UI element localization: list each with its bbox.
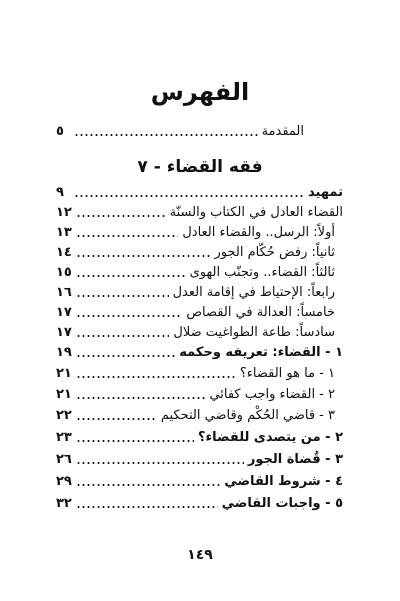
toc-row xyxy=(56,364,335,384)
dot-leader xyxy=(74,195,304,197)
toc-row xyxy=(56,472,343,492)
dot-leader xyxy=(76,397,206,399)
toc-entry-label: أولاً: الرسل.. والقضاء العادل xyxy=(182,225,335,240)
toc-entry-page: ٥ xyxy=(56,124,64,139)
toc-entry-label: القضاء العادل في الكتاب والسنّة xyxy=(169,205,343,220)
dot-leader xyxy=(76,295,169,297)
toc-row xyxy=(56,406,335,426)
toc-row xyxy=(56,450,343,470)
dot-leader xyxy=(76,315,182,317)
toc-row xyxy=(56,494,343,514)
toc-row xyxy=(56,183,343,203)
toc-row xyxy=(56,263,335,283)
toc-entry-page: ٢٢ xyxy=(56,408,72,423)
toc-entry-label: رابعاً: الإحتياط في إقامة العدل xyxy=(172,285,335,300)
toc-row xyxy=(56,283,335,303)
toc-entry-label: خامساً: العدالة في القصاص xyxy=(186,305,335,320)
toc-entry-page: ١٥ xyxy=(56,265,72,280)
toc-entry-page: ٢٩ xyxy=(56,474,72,489)
toc-entry-label: ثالثاً: القضاء.. وتجنّب الهوى xyxy=(189,265,335,280)
toc-row xyxy=(56,223,335,243)
toc-entry-page: ١٦ xyxy=(56,285,72,300)
toc-entry-label: ٤ - شروط القاضي xyxy=(224,474,343,489)
toc-entry-page: ٢١ xyxy=(56,366,72,381)
dot-leader xyxy=(76,506,218,508)
toc-entry-page: ٩ xyxy=(56,185,64,200)
toc-row xyxy=(56,203,343,223)
toc-entry-page: ١٤ xyxy=(56,245,72,260)
toc-entry-label: سادساً: طاعة الطواغيت ضلال xyxy=(173,325,335,340)
toc-intro-row xyxy=(56,122,304,142)
page-number: ١٤٩ xyxy=(187,547,213,563)
toc-entry-label: المقدمة xyxy=(261,124,304,139)
dot-leader xyxy=(76,418,157,420)
dot-leader xyxy=(76,335,170,337)
toc-entry-label: تمهيد xyxy=(308,185,343,200)
toc-row xyxy=(56,303,335,323)
toc-row xyxy=(56,243,335,263)
dot-leader xyxy=(76,235,178,237)
dot-leader xyxy=(76,215,166,217)
toc-entry-page: ١٣ xyxy=(56,225,72,240)
toc-entry-label: ثانياً: رفض حُكّام الجور xyxy=(214,245,335,260)
toc-entry-page: ٢٦ xyxy=(56,452,72,467)
dot-leader xyxy=(76,355,175,357)
toc-row xyxy=(56,323,335,343)
dot-leader xyxy=(76,376,236,378)
toc-entry-label: ٥ - واجبات القاضي xyxy=(221,496,343,511)
toc-row xyxy=(56,385,335,405)
toc-entry-page: ١٩ xyxy=(56,345,72,360)
toc-entry-page: ١٧ xyxy=(56,305,72,320)
dot-leader xyxy=(76,462,244,464)
toc-entry-page: ٢١ xyxy=(56,387,72,402)
dot-leader xyxy=(76,255,211,257)
toc-entry-label: ٢ - القضاء واجب كفائي xyxy=(209,387,335,402)
toc-entry-label: ١ - القضاء: تعريفه وحكمه xyxy=(179,345,343,360)
dot-leader xyxy=(76,484,220,486)
dot-leader xyxy=(76,440,194,442)
toc-entry-label: ١ - ما هو القضاء؟ xyxy=(239,366,335,381)
dot-leader xyxy=(76,275,186,277)
toc-entry-page: ١٧ xyxy=(56,325,72,340)
toc-row xyxy=(56,428,343,448)
toc-entry-page: ٢٣ xyxy=(56,430,72,445)
page-title: الفهرس xyxy=(150,78,250,106)
toc-entry-page: ١٢ xyxy=(56,205,72,220)
toc-row xyxy=(56,343,343,363)
toc-entry-label: ٢ - من يتصدى للقضاء؟ xyxy=(197,430,343,445)
dot-leader xyxy=(74,134,258,136)
toc-entry-label: ٣ - قُضاة الجور xyxy=(247,452,343,467)
section-title: فقه القضاء - ٧ xyxy=(137,157,263,177)
toc-entry-label: ٣ - قاضي الحُكْم وقاضي التحكيم xyxy=(160,408,335,423)
toc-entry-page: ٣٢ xyxy=(56,496,72,511)
